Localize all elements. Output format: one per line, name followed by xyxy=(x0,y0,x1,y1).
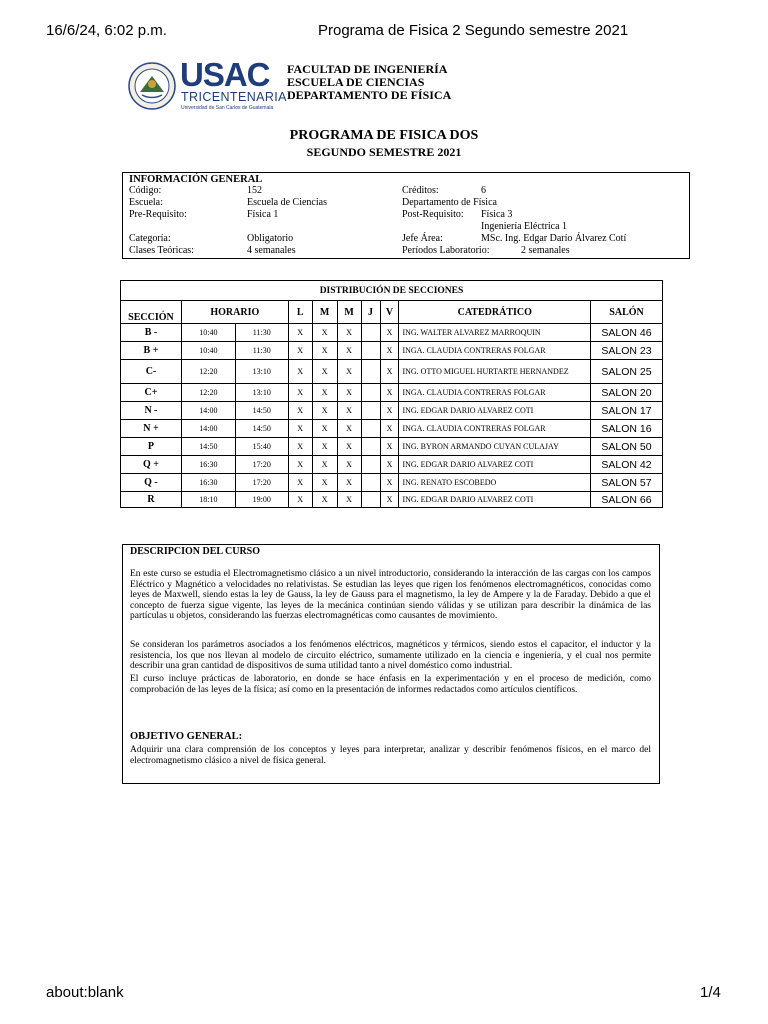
university-seal-icon xyxy=(128,62,176,110)
section-row xyxy=(121,420,663,438)
section-row xyxy=(121,384,663,402)
section-id: Q + xyxy=(121,456,182,474)
day-m1-mark: X xyxy=(312,438,337,456)
start-time: 10:40 xyxy=(181,342,235,360)
instructor-name: ING. RENATO ESCOBEDO xyxy=(399,474,591,492)
sections-table xyxy=(120,280,663,508)
section-row xyxy=(121,360,663,384)
start-time: 14:50 xyxy=(181,438,235,456)
end-time: 15:40 xyxy=(235,438,288,456)
classroom: SALON 17 xyxy=(591,402,663,420)
day-v-mark: X xyxy=(380,324,399,342)
day-m2-mark: X xyxy=(337,420,361,438)
day-j-mark xyxy=(361,342,380,360)
classroom: SALON 23 xyxy=(591,342,663,360)
page-subtitle: SEGUNDO SEMESTRE 2021 xyxy=(306,145,462,159)
day-m2-mark: X xyxy=(337,438,361,456)
section-id: R xyxy=(121,492,182,508)
instructor-name: ING. EDGAR DARIO ALVAREZ COTI xyxy=(399,402,591,420)
faculty-block xyxy=(287,63,451,102)
day-v-mark: X xyxy=(380,384,399,402)
day-m2-mark: X xyxy=(337,324,361,342)
school-line: ESCUELA DE CIENCIAS xyxy=(287,75,425,89)
end-time: 11:30 xyxy=(235,324,288,342)
instructor-name: ING. EDGAR DARIO ALVAREZ COTI xyxy=(399,456,591,474)
escuela-value: Escuela de Ciencias xyxy=(247,197,327,208)
end-time: 17:20 xyxy=(235,474,288,492)
objective-heading: OBJETIVO GENERAL: xyxy=(130,731,243,742)
description-paragraph-2: Se consideran los parámetros asociados a los fenómenos eléctricos, magnéticos y térmicos, siendo estos el capacitor, el inductor y la resistencia, los que nos llevan al modelo de circuito eléctrico, sumamente utilizado en la ciencia e ingeniería, y el cual nos permite describir una gran cantidad de dispositivos de suma utilidad tanto a nivel doméstico como industrial. xyxy=(130,640,651,671)
day-j-mark xyxy=(361,420,380,438)
clases-value: 4 semanales xyxy=(247,245,296,256)
postreq-value-2: Ingeniería Eléctrica 1 xyxy=(481,221,568,232)
day-m2-mark: X xyxy=(337,456,361,474)
instructor-name: ING. WALTER ALVAREZ MARROQUIN xyxy=(399,324,591,342)
day-l-mark: X xyxy=(288,384,312,402)
instructor-name: INGA. CLAUDIA CONTRERAS FOLGAR xyxy=(399,384,591,402)
faculty-line: FACULTAD DE INGENIERÍA xyxy=(287,62,448,76)
usac-logo xyxy=(128,56,287,112)
day-m1-mark: X xyxy=(312,474,337,492)
classroom: SALON 66 xyxy=(591,492,663,508)
end-time: 13:10 xyxy=(235,384,288,402)
end-time: 11:30 xyxy=(235,342,288,360)
section-id: B - xyxy=(121,324,182,342)
instructor-name: ING. EDGAR DARIO ALVAREZ COTI xyxy=(399,492,591,508)
start-time: 16:30 xyxy=(181,456,235,474)
start-time: 12:20 xyxy=(181,360,235,384)
section-id: N + xyxy=(121,420,182,438)
page-title: PROGRAMA DE FISICA DOS xyxy=(289,128,479,143)
start-time: 14:00 xyxy=(181,420,235,438)
section-row xyxy=(121,342,663,360)
description-paragraph-1: En este curso se estudia el Electromagnetismo clásico a un nivel introductorio, considerando la interacción de las cargas con los campos Eléctrico y Magnético a velocidades no relativistas. Se estudian las leyes que rigen los fenómenos electromagnéticos, conocidas como leyes de Maxwell, siendo estas la ley de Gauss, la ley de Gauss para el magnetismo, la ley de Ampere y la de Faraday. Debido a que el concepto de fuerza sigue vigente, las leyes de la mecánica continúan siendo válidas y se utilizan para describir la dinámica de las partículas u objetos, considerando las fuerzas electromagnéticas como causantes de movimiento. xyxy=(130,569,651,621)
jefe-label: Jefe Área: xyxy=(402,233,443,244)
day-j-mark xyxy=(361,324,380,342)
section-row xyxy=(121,456,663,474)
classroom: SALON 42 xyxy=(591,456,663,474)
departamento-value: Departamento de Física xyxy=(402,197,497,208)
escuela-label: Escuela: xyxy=(129,197,163,208)
day-v-mark: X xyxy=(380,342,399,360)
creditos-label: Créditos: xyxy=(402,185,439,196)
day-l-mark: X xyxy=(288,438,312,456)
section-row xyxy=(121,492,663,508)
start-time: 14:00 xyxy=(181,402,235,420)
section-id: C+ xyxy=(121,384,182,402)
categoria-label: Categoría: xyxy=(129,233,171,244)
day-m1-mark: X xyxy=(312,342,337,360)
section-row xyxy=(121,402,663,420)
prereq-label: Pre-Requisito: xyxy=(129,209,187,220)
classroom: SALON 16 xyxy=(591,420,663,438)
day-m2-mark: X xyxy=(337,492,361,508)
day-v-mark: X xyxy=(380,360,399,384)
day-l-mark: X xyxy=(288,492,312,508)
objective-text: Adquirir una clara comprensión de los conceptos y leyes para interpretar, analizar y describir fenómenos físicos, en el marco del electromagnetismo clásico a nivel de física general. xyxy=(130,745,651,766)
logo-tricentenaria-text: TRICENTENARIA xyxy=(181,90,287,104)
lab-value: 2 semanales xyxy=(521,245,570,256)
day-j-mark xyxy=(361,474,380,492)
sections-heading: DISTRIBUCIÓN DE SECCIONES xyxy=(121,281,663,301)
col-horario: HORARIO xyxy=(181,301,288,324)
day-j-mark xyxy=(361,492,380,508)
day-l-mark: X xyxy=(288,456,312,474)
department-line: DEPARTAMENTO DE FÍSICA xyxy=(287,88,452,102)
col-m1: M xyxy=(312,301,337,324)
end-time: 17:20 xyxy=(235,456,288,474)
jefe-value: MSc. Ing. Edgar Darío Álvarez Cotí xyxy=(481,233,627,244)
classroom: SALON 20 xyxy=(591,384,663,402)
col-salon: SALÓN xyxy=(591,301,663,324)
day-m1-mark: X xyxy=(312,384,337,402)
section-id: C- xyxy=(121,360,182,384)
section-row xyxy=(121,438,663,456)
description-paragraph-3: El curso incluye prácticas de laboratorio, en donde se hace énfasis en la experimentación y en el proceso de medición, como comprobación de las leyes de la física; así como en la presentación de informes redactados como artículos científicos. xyxy=(130,674,651,695)
section-id: N - xyxy=(121,402,182,420)
instructor-name: INGA. CLAUDIA CONTRERAS FOLGAR xyxy=(399,420,591,438)
col-catedratico: CATEDRÁTICO xyxy=(399,301,591,324)
creditos-value: 6 xyxy=(481,185,486,196)
day-m2-mark: X xyxy=(337,474,361,492)
day-m1-mark: X xyxy=(312,420,337,438)
classroom: SALON 46 xyxy=(591,324,663,342)
day-j-mark xyxy=(361,360,380,384)
description-heading: DESCRIPCION DEL CURSO xyxy=(130,546,261,557)
end-time: 19:00 xyxy=(235,492,288,508)
general-info-box xyxy=(122,172,690,259)
start-time: 16:30 xyxy=(181,474,235,492)
codigo-label: Código: xyxy=(129,185,162,196)
day-l-mark: X xyxy=(288,360,312,384)
section-id: B + xyxy=(121,342,182,360)
day-v-mark: X xyxy=(380,420,399,438)
end-time: 14:50 xyxy=(235,402,288,420)
col-seccion: SECCIÓN xyxy=(121,301,182,324)
section-row xyxy=(121,474,663,492)
day-m2-mark: X xyxy=(337,360,361,384)
day-l-mark: X xyxy=(288,402,312,420)
instructor-name: ING. OTTO MIGUEL HURTARTE HERNANDEZ xyxy=(399,360,591,384)
print-datetime: 16/6/24, 6:02 p.m. xyxy=(46,22,167,39)
col-m2: M xyxy=(337,301,361,324)
end-time: 13:10 xyxy=(235,360,288,384)
day-j-mark xyxy=(361,402,380,420)
day-j-mark xyxy=(361,384,380,402)
instructor-name: INGA. CLAUDIA CONTRERAS FOLGAR xyxy=(399,342,591,360)
section-id: Q - xyxy=(121,474,182,492)
section-row xyxy=(121,324,663,342)
col-j: J xyxy=(361,301,380,324)
section-id: P xyxy=(121,438,182,456)
day-l-mark: X xyxy=(288,342,312,360)
logo-usac-text: USAC xyxy=(180,56,270,93)
day-m1-mark: X xyxy=(312,456,337,474)
start-time: 12:20 xyxy=(181,384,235,402)
prereq-value: Física 1 xyxy=(247,209,279,220)
postreq-value-1: Física 3 xyxy=(481,209,513,220)
print-doc-title: Programa de Fisica 2 Segundo semestre 2021 xyxy=(318,22,629,39)
classroom: SALON 57 xyxy=(591,474,663,492)
classroom: SALON 25 xyxy=(591,360,663,384)
logo-university-text: Universidad de San Carlos de Guatemala xyxy=(181,105,274,111)
instructor-name: ING. BYRON ARMANDO CUYAN CULAJAY xyxy=(399,438,591,456)
course-description-box xyxy=(122,544,660,784)
day-l-mark: X xyxy=(288,420,312,438)
print-page-number: 1/4 xyxy=(700,984,721,1001)
lab-label: Períodos Laboratorio: xyxy=(402,245,490,256)
classroom: SALON 50 xyxy=(591,438,663,456)
day-v-mark: X xyxy=(380,438,399,456)
day-v-mark: X xyxy=(380,492,399,508)
day-m1-mark: X xyxy=(312,324,337,342)
day-m2-mark: X xyxy=(337,342,361,360)
col-v: V xyxy=(380,301,399,324)
day-m2-mark: X xyxy=(337,402,361,420)
day-j-mark xyxy=(361,456,380,474)
start-time: 18:10 xyxy=(181,492,235,508)
end-time: 14:50 xyxy=(235,420,288,438)
day-m1-mark: X xyxy=(312,360,337,384)
day-l-mark: X xyxy=(288,324,312,342)
categoria-value: Obligatorio xyxy=(247,233,294,244)
col-l: L xyxy=(288,301,312,324)
start-time: 10:40 xyxy=(181,324,235,342)
clases-label: Clases Teóricas: xyxy=(129,245,194,256)
day-l-mark: X xyxy=(288,474,312,492)
print-url: about:blank xyxy=(46,984,124,1001)
day-v-mark: X xyxy=(380,402,399,420)
day-m1-mark: X xyxy=(312,492,337,508)
day-m1-mark: X xyxy=(312,402,337,420)
day-j-mark xyxy=(361,438,380,456)
postreq-label: Post-Requisito: xyxy=(402,209,464,220)
general-info-heading: INFORMACIÓN GENERAL xyxy=(129,174,263,185)
codigo-value: 152 xyxy=(247,185,262,196)
day-v-mark: X xyxy=(380,474,399,492)
day-m2-mark: X xyxy=(337,384,361,402)
day-v-mark: X xyxy=(380,456,399,474)
